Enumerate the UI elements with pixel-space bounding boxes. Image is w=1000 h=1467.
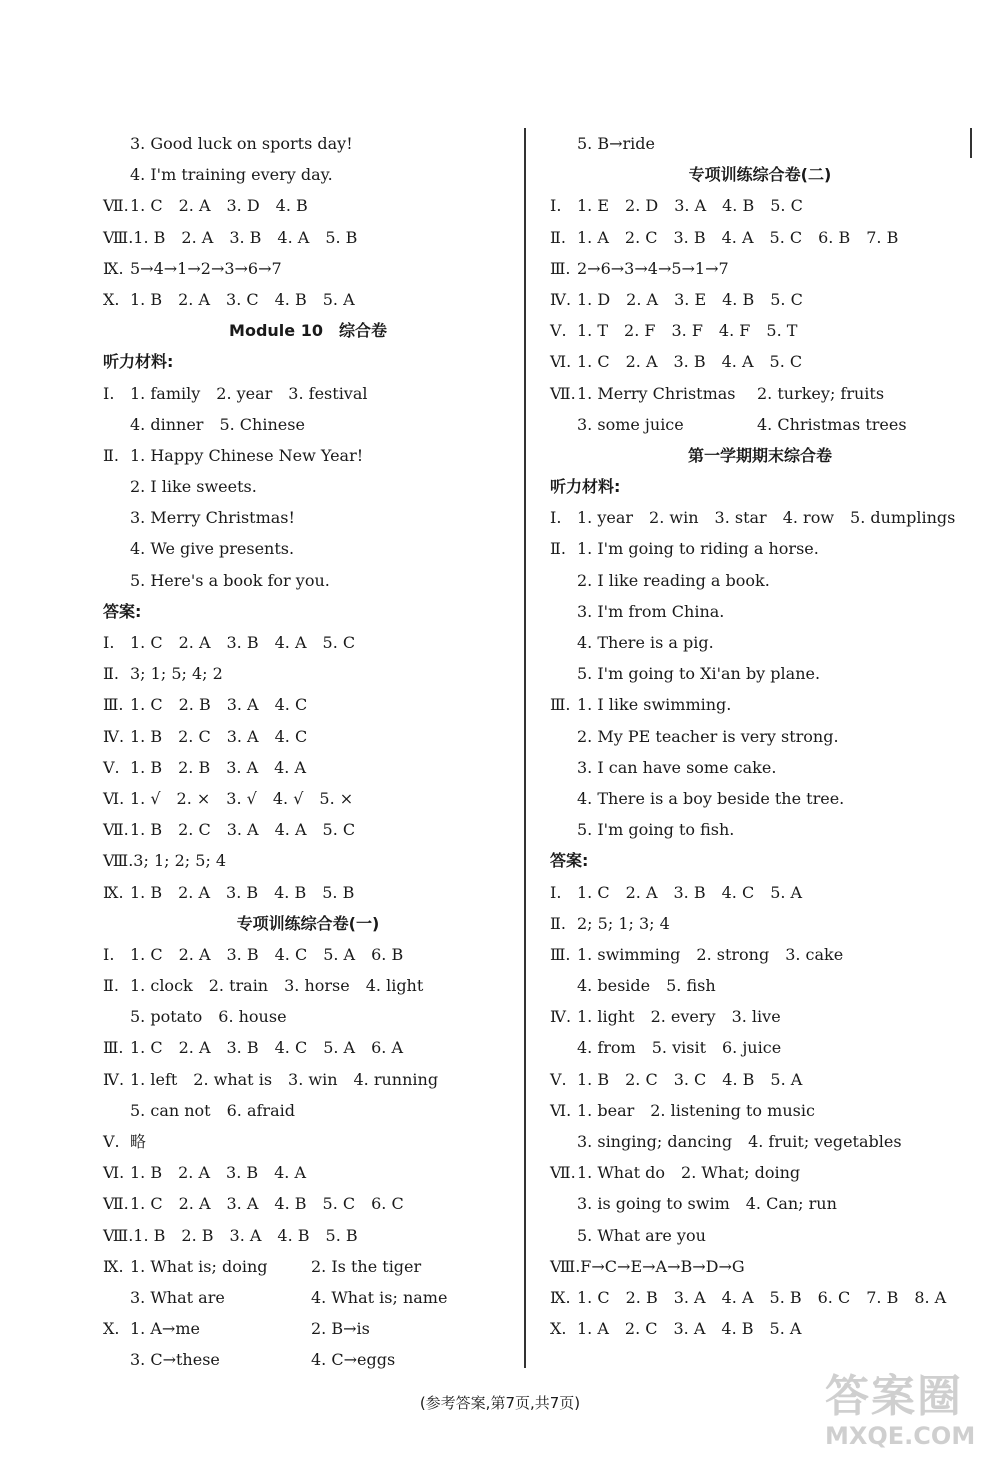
roman-numeral-label: Ⅲ.	[103, 695, 124, 715]
answer-line	[103, 721, 513, 752]
answer-line	[550, 1282, 970, 1313]
answer-line	[550, 1032, 970, 1063]
roman-numeral-label: Ⅸ.	[550, 1287, 571, 1307]
answer-text: 5. Here's a book for you.	[130, 570, 330, 590]
roman-numeral-label: Ⅸ.	[103, 258, 124, 278]
answer-line	[103, 1126, 513, 1157]
roman-numeral-label: Ⅵ.	[103, 1163, 125, 1183]
roman-numeral-label: Ⅹ.	[103, 1319, 120, 1339]
roman-numeral-label: Ⅵ.	[550, 352, 572, 372]
answer-text: 4. There is a boy beside the tree.	[577, 788, 845, 808]
watermark-logo	[825, 1372, 995, 1462]
roman-numeral-label: Ⅰ.	[550, 882, 562, 902]
answer-line	[550, 627, 970, 658]
answer-text: 4. dinner 5. Chinese	[130, 414, 305, 434]
answer-line	[550, 222, 970, 253]
answer-line	[103, 783, 513, 814]
answer-line	[550, 378, 970, 409]
answer-line	[103, 1001, 513, 1032]
answer-line	[103, 190, 513, 221]
subsection-label: 听力材料:	[550, 477, 621, 497]
answer-line	[550, 752, 970, 783]
answer-line	[103, 1032, 513, 1063]
answer-line	[550, 253, 970, 284]
answer-line	[550, 783, 970, 814]
answer-text: 3. I can have some cake.	[577, 757, 777, 777]
roman-numeral-label: Ⅱ.	[550, 913, 566, 933]
answer-text: 1. C 2. B 3. A 4. A 5. B 6. C 7. B 8. A	[577, 1287, 947, 1307]
answer-line	[103, 1251, 513, 1282]
answer-text-second: 2. turkey; fruits	[757, 383, 885, 403]
answer-text: 1. B 2. A 3. C 4. B 5. A	[130, 289, 355, 309]
answer-line	[103, 658, 513, 689]
answer-text: 1. clock 2. train 3. horse 4. light	[130, 976, 424, 996]
answer-text: 1. C 2. A 3. B 4. C 5. A 6. B	[130, 944, 404, 964]
roman-numeral-label: Ⅶ.	[550, 1163, 576, 1183]
answer-line	[550, 658, 970, 689]
answer-text: 2. I like sweets.	[130, 477, 257, 497]
answer-text: 1. family 2. year 3. festival	[130, 383, 368, 403]
answer-text: 3. is going to swim 4. Can; run	[577, 1194, 837, 1214]
answer-line	[550, 908, 970, 939]
roman-numeral-label: Ⅴ.	[550, 1069, 567, 1089]
answer-line	[550, 1064, 970, 1095]
right-column	[550, 128, 970, 1344]
answer-text: 1. B 2. A 3. B 4. A	[130, 1163, 307, 1183]
answer-text-second: 2. Is the tiger	[311, 1256, 422, 1276]
column-divider	[524, 128, 526, 1368]
answer-text: 5. potato 6. house	[130, 1007, 287, 1027]
answer-text: 1. C 2. A 3. A 4. B 5. C 6. C	[130, 1194, 404, 1214]
answer-text: 1. T 2. F 3. F 4. F 5. T	[577, 321, 798, 341]
answer-text: 1. What is; doing	[130, 1256, 268, 1276]
answer-text: F→C→E→A→B→D→G	[580, 1256, 745, 1276]
answer-text: 1. bear 2. listening to music	[577, 1100, 815, 1120]
answer-line	[550, 284, 970, 315]
roman-numeral-label: Ⅶ.	[103, 1194, 129, 1214]
roman-numeral-label: Ⅴ.	[103, 757, 120, 777]
answer-line	[550, 721, 970, 752]
roman-numeral-label: Ⅷ.	[103, 227, 134, 247]
answer-text: 5. I'm going to Xi'an by plane.	[577, 664, 821, 684]
answer-text: 1. C 2. B 3. A 4. C	[130, 695, 308, 715]
answer-text: 1. I'm going to riding a horse.	[577, 539, 819, 559]
answer-text-second: 4. C→eggs	[311, 1350, 396, 1370]
roman-numeral-label: Ⅷ.	[103, 851, 134, 871]
answer-line	[103, 752, 513, 783]
answer-text: 1. B 2. B 3. A 4. A	[130, 757, 307, 777]
answer-line	[103, 627, 513, 658]
answer-line	[103, 222, 513, 253]
watermark-en: MXQE.COM	[825, 1422, 976, 1450]
answer-line	[103, 1095, 513, 1126]
answer-text: 1. B 2. C 3. A 4. A 5. C	[130, 820, 356, 840]
answer-line	[103, 502, 513, 533]
roman-numeral-label: Ⅲ.	[550, 944, 571, 964]
answer-line	[103, 471, 513, 502]
answer-text-second: 4. What is; name	[311, 1287, 448, 1307]
answer-line	[550, 1001, 970, 1032]
answer-text: 4. from 5. visit 6. juice	[577, 1038, 782, 1058]
answer-line	[103, 1344, 513, 1375]
answer-line	[103, 970, 513, 1001]
answer-line	[103, 814, 513, 845]
roman-numeral-label: Ⅷ.	[103, 1225, 134, 1245]
subsection-label: 答案:	[550, 851, 589, 871]
roman-numeral-label: Ⅹ.	[550, 1319, 567, 1339]
roman-numeral-label: Ⅸ.	[103, 1256, 124, 1276]
section-heading: 专项训练综合卷(二)	[688, 165, 832, 185]
answer-text: 3. Merry Christmas!	[130, 508, 295, 528]
answer-text: 3; 1; 5; 4; 2	[130, 664, 223, 684]
answer-line	[103, 409, 513, 440]
answer-text: 1. Merry Christmas	[577, 383, 736, 403]
roman-numeral-label: Ⅳ.	[103, 1069, 125, 1089]
answer-line	[550, 1188, 970, 1219]
answer-text: 1. B 2. C 3. A 4. C	[130, 726, 308, 746]
answer-text: 1. A→me	[130, 1319, 200, 1339]
roman-numeral-label: Ⅵ.	[550, 1100, 572, 1120]
answer-line	[103, 378, 513, 409]
answer-text-second: 4. Christmas trees	[757, 414, 907, 434]
roman-numeral-label: Ⅰ.	[103, 944, 115, 964]
answer-text: 1. B 2. A 3. B 4. B 5. B	[130, 882, 355, 902]
answer-text: 3. singing; dancing 4. fruit; vegetables	[577, 1132, 902, 1151]
answer-line	[550, 877, 970, 908]
answer-text: 4. I'm training every day.	[130, 165, 333, 185]
roman-numeral-label: Ⅱ.	[103, 976, 119, 996]
answer-text: 1. What do 2. What; doing	[577, 1163, 801, 1183]
roman-numeral-label: Ⅲ.	[550, 695, 571, 715]
answer-text: 1. E 2. D 3. A 4. B 5. C	[577, 196, 803, 216]
roman-numeral-label: Ⅵ.	[103, 788, 125, 808]
roman-numeral-label: Ⅲ.	[550, 258, 571, 278]
answer-text: 3. Good luck on sports day!	[130, 134, 353, 153]
answer-text: 5→4→1→2→3→6→7	[130, 258, 282, 278]
roman-numeral-label: Ⅴ.	[550, 321, 567, 341]
answer-text: 1. B 2. A 3. B 4. A 5. B	[133, 227, 358, 247]
subsection-label: 答案:	[103, 601, 142, 621]
answer-line	[550, 190, 970, 221]
answer-line	[103, 159, 513, 190]
answer-text: 1. swimming 2. strong 3. cake	[577, 944, 844, 964]
left-column	[103, 128, 513, 1376]
roman-numeral-label: Ⅱ.	[103, 664, 119, 684]
answer-line	[103, 1220, 513, 1251]
answer-text: 5. can not 6. afraid	[130, 1100, 295, 1120]
answer-text: 2→6→3→4→5→1→7	[577, 258, 729, 278]
answer-line	[550, 128, 970, 159]
answer-line	[550, 315, 970, 346]
answer-line	[103, 1282, 513, 1313]
answer-line	[550, 1095, 970, 1126]
roman-numeral-label: Ⅰ.	[550, 508, 562, 528]
answer-text: 1. B 2. B 3. A 4. B 5. B	[133, 1225, 358, 1245]
answer-text: 1. C 2. A 3. B 4. C 5. A 6. A	[130, 1038, 404, 1058]
roman-numeral-label: Ⅸ.	[103, 882, 124, 902]
answer-line	[103, 689, 513, 720]
answer-line	[550, 939, 970, 970]
answer-line	[103, 877, 513, 908]
answer-text: 1. C 2. A 3. D 4. B	[130, 196, 308, 216]
answer-text: 1. C 2. A 3. B 4. A 5. C	[130, 633, 356, 652]
roman-numeral-label: Ⅳ.	[550, 289, 572, 309]
answer-text: 2. My PE teacher is very strong.	[577, 726, 839, 746]
answer-line	[103, 1188, 513, 1219]
answer-text: 3. some juice	[577, 414, 684, 434]
roman-numeral-label: Ⅶ.	[103, 820, 129, 840]
answer-line	[550, 970, 970, 1001]
answer-text: 1. I like swimming.	[577, 695, 732, 715]
answer-line	[103, 565, 513, 596]
roman-numeral-label: Ⅴ.	[103, 1132, 120, 1151]
answer-line	[550, 533, 970, 564]
answer-text: 1. √ 2. × 3. √ 4. √ 5. ×	[130, 788, 354, 808]
answer-text: 略	[130, 1132, 147, 1151]
answer-line	[550, 1126, 970, 1157]
answer-line	[550, 409, 970, 440]
answer-text: 5. I'm going to fish.	[577, 820, 735, 840]
answer-line	[103, 845, 513, 876]
answer-text: 1. Happy Chinese New Year!	[130, 445, 364, 465]
section-heading: 专项训练综合卷(一)	[236, 913, 380, 933]
answer-text: 3. What are	[130, 1287, 225, 1307]
answer-text: 1. B 2. C 3. C 4. B 5. A	[577, 1069, 803, 1089]
answer-line	[550, 596, 970, 627]
answer-text: 4. We give presents.	[130, 539, 295, 559]
subsection-label: 听力材料:	[103, 352, 174, 372]
page-footer: (参考答案,第7页,共7页)	[419, 1394, 581, 1412]
roman-numeral-label: Ⅰ.	[103, 383, 115, 403]
answer-line	[103, 1313, 513, 1344]
roman-numeral-label: Ⅰ.	[550, 196, 562, 216]
roman-numeral-label: Ⅱ.	[103, 445, 119, 465]
answer-text: 1. C 2. A 3. B 4. C 5. A	[577, 882, 803, 902]
answer-line	[103, 440, 513, 471]
answer-text: 1. D 2. A 3. E 4. B 5. C	[577, 289, 803, 309]
answer-line	[550, 1157, 970, 1188]
section-heading: Module 10 综合卷	[229, 321, 387, 341]
roman-numeral-label: Ⅹ.	[103, 289, 120, 309]
answer-line	[103, 1064, 513, 1095]
answer-text: 3; 1; 2; 5; 4	[133, 851, 227, 871]
answer-text: 2; 5; 1; 3; 4	[577, 913, 670, 933]
answer-line	[103, 533, 513, 564]
roman-numeral-label: Ⅷ.	[550, 1256, 581, 1276]
answer-text: 2. I like reading a book.	[577, 570, 770, 590]
answer-line	[550, 565, 970, 596]
roman-numeral-label: Ⅳ.	[550, 1007, 572, 1027]
roman-numeral-label: Ⅲ.	[103, 1038, 124, 1058]
roman-numeral-label: Ⅶ.	[550, 383, 576, 403]
answer-line	[550, 1220, 970, 1251]
roman-numeral-label: Ⅱ.	[550, 539, 566, 559]
roman-numeral-label: Ⅱ.	[550, 227, 566, 247]
answer-line	[103, 1157, 513, 1188]
answer-line	[103, 253, 513, 284]
answer-line	[550, 689, 970, 720]
roman-numeral-label: Ⅶ.	[103, 196, 129, 216]
answer-text: 1. A 2. C 3. B 4. A 5. C 6. B 7. B	[577, 227, 899, 247]
roman-numeral-label: Ⅰ.	[103, 633, 115, 652]
answer-line	[550, 814, 970, 845]
section-heading: 第一学期期末综合卷	[687, 445, 832, 465]
answer-text: 1. C 2. A 3. B 4. A 5. C	[577, 352, 803, 372]
answer-text: 3. I'm from China.	[577, 601, 725, 621]
answer-text: 5. B→ride	[577, 134, 655, 153]
answer-text: 3. C→these	[130, 1350, 220, 1370]
answer-line	[550, 1313, 970, 1344]
watermark-cn: 答案圈	[825, 1371, 963, 1422]
answer-text: 4. There is a pig.	[577, 633, 714, 652]
roman-numeral-label: Ⅳ.	[103, 726, 125, 746]
answer-line	[550, 1251, 970, 1282]
answer-line	[103, 128, 513, 159]
answer-text: 4. beside 5. fish	[577, 976, 716, 996]
answer-line	[103, 939, 513, 970]
answer-text: 1. A 2. C 3. A 4. B 5. A	[577, 1319, 802, 1339]
answer-line	[550, 502, 970, 533]
answer-line	[103, 284, 513, 315]
answer-text: 1. left 2. what is 3. win 4. running	[130, 1069, 439, 1089]
answer-text-second: 2. B→is	[311, 1319, 370, 1339]
answer-text: 1. year 2. win 3. star 4. row 5. dumplings	[577, 508, 956, 528]
answer-text: 5. What are you	[577, 1225, 706, 1245]
right-edge-line	[970, 128, 972, 158]
answer-text: 1. light 2. every 3. live	[577, 1007, 781, 1027]
answer-line	[550, 346, 970, 377]
